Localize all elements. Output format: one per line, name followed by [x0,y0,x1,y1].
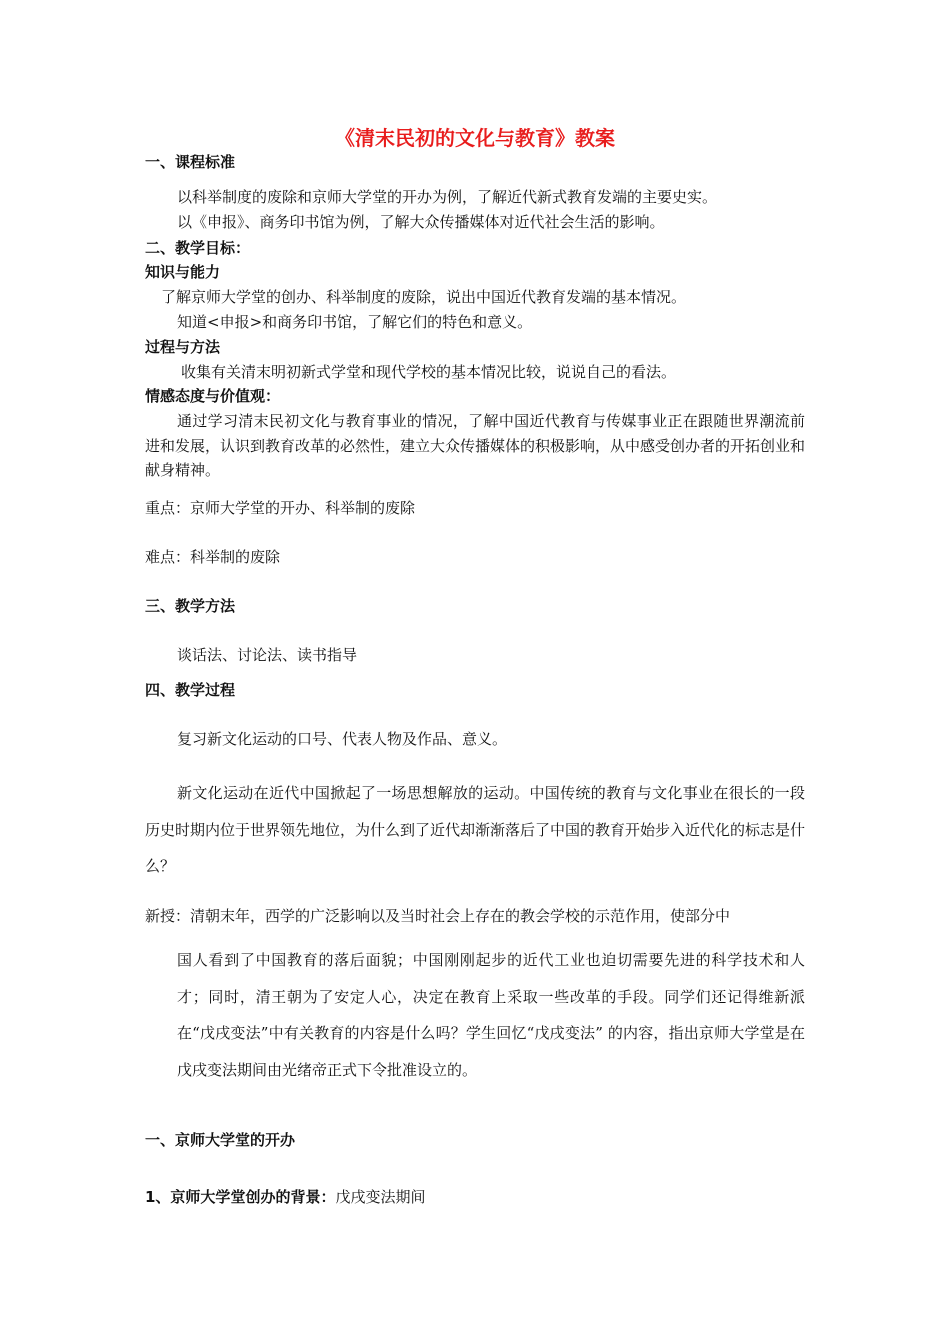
key-point: 重点：京师大学堂的开办、科举制的废除 [145,499,416,517]
subheading-process: 过程与方法 [145,338,221,356]
item-background [145,1187,425,1207]
subheading-knowledge: 知识与能力 [145,263,221,281]
subsection-heading-imperial-university: 一、京师大学堂的开办 [145,1131,296,1149]
section-heading-process: 四、教学过程 [145,681,236,699]
knowledge-line-2: 知道<申报>和商务印书馆，了解它们的特色和意义。 [177,313,533,331]
difficult-point: 难点：科举制的废除 [145,548,281,566]
attitude-paragraph: 通过学习清末民初文化与教育事业的情况，了解中国近代教育与传媒事业正在跟随世界潮流前进和发展，认识到教育改革的必然性，建立大众传播媒体的积极影响，从中感受创办者的开拓创业和献身精神。 [145,412,806,479]
document-title: 《清末民初的文化与教育》教案 [335,126,615,150]
review-line: 复习新文化运动的口号、代表人物及作品、意义。 [177,730,508,748]
methods-line: 谈话法、讨论法、读书指导 [177,646,358,664]
subheading-attitude: 情感态度与价值观： [145,387,281,405]
intro-paragraph: 新文化运动在近代中国掀起了一场思想解放的运动。中国传统的教育与文化事业在很长的一段历史时期内位于世界领先地位，为什么到了近代却渐渐落后了中国的教育开始步入近代化的标志是什么？ [145,784,806,875]
new-lesson-line-1: 新授：清朝末年，西学的广泛影响以及当时社会上存在的教会学校的示范作用，使部分中 [145,907,731,925]
curriculum-line-1: 以科举制度的废除和京师大学堂的开办为例，了解近代新式教育发端的主要史实。 [177,188,718,206]
section-heading-curriculum: 一、课程标准 [145,153,236,171]
item-background-label: 1、京师大学堂创办的背景： [145,1188,336,1206]
section-heading-objectives: 二、教学目标： [145,239,251,257]
item-background-value: 戊戌变法期间 [335,1188,426,1206]
knowledge-line-1: 了解京师大学堂的创办、科举制度的废除，说出中国近代教育发端的基本情况。 [161,288,687,306]
curriculum-line-2: 以《申报》、商务印书馆为例，了解大众传播媒体对近代社会生活的影响。 [177,213,665,231]
section-heading-methods: 三、教学方法 [145,597,236,615]
process-line: 收集有关清末明初新式学堂和现代学校的基本情况比较，说说自己的看法。 [181,363,677,381]
new-lesson-paragraph: 国人看到了中国教育的落后面貌；中国刚刚起步的近代工业也迫切需要先进的科学技术和人才；同时，清王朝为了安定人心，决定在教育上采取一些改革的手段。同学们还记得维新派在“戊戌变法”中有关教育的内容是什么吗？学生回忆“戊戌变法” 的内容，指出京师大学堂是在戊戌变法期间由光绪帝正式下令批准设立的。 [177,951,805,1079]
